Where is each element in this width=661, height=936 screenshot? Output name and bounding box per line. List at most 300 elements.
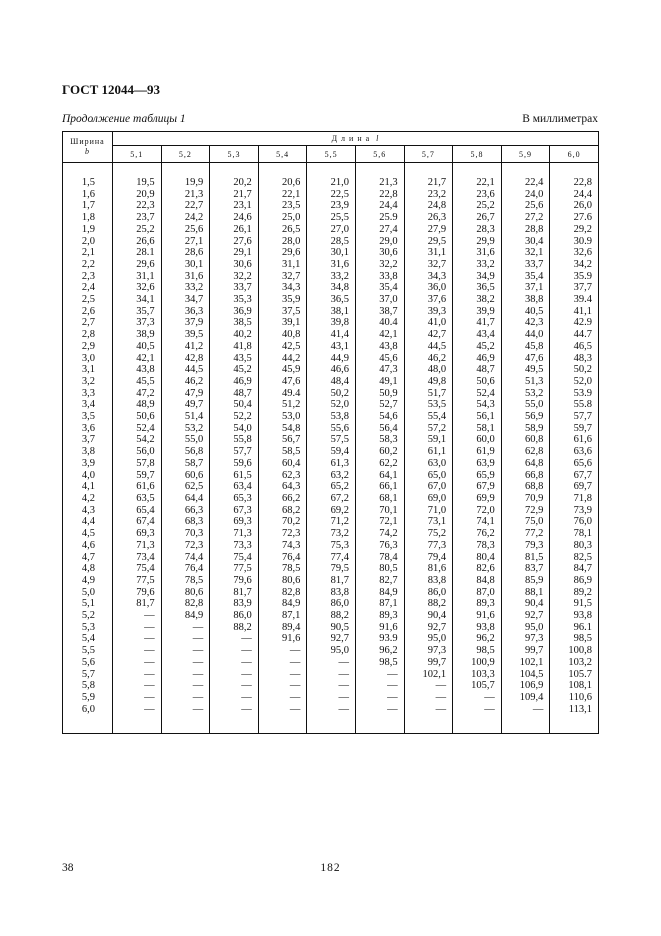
length-value-cell: 47,9: [161, 388, 210, 400]
width-cell: 5,5: [63, 645, 113, 657]
length-value-cell: 29,6: [258, 247, 307, 259]
length-value-cell: 82,5: [550, 552, 599, 564]
length-value-cell: 41,0: [404, 317, 453, 329]
length-value-cell: —: [210, 704, 259, 716]
length-value-cell: 24,2: [161, 212, 210, 224]
table-row: [63, 446, 599, 458]
spacer-cell: [355, 163, 404, 178]
length-value-cell: —: [113, 669, 162, 681]
length-value-cell: 21,0: [307, 177, 356, 189]
length-value-cell: 79,3: [501, 540, 550, 552]
length-value-cell: 21,3: [161, 189, 210, 201]
length-value-cell: 46,6: [307, 364, 356, 376]
length-value-cell: 99,7: [501, 645, 550, 657]
length-value-cell: 75,0: [501, 516, 550, 528]
length-value-cell: 70,9: [501, 493, 550, 505]
width-cell: 5,4: [63, 633, 113, 645]
length-value-cell: 55,8: [210, 434, 259, 446]
width-cell: 3,6: [63, 423, 113, 435]
length-value-cell: 22,8: [550, 177, 599, 189]
length-value-cell: 86,0: [307, 598, 356, 610]
length-value-cell: 25,5: [307, 212, 356, 224]
length-value-cell: 30,1: [161, 259, 210, 271]
length-value-cell: 42,1: [355, 329, 404, 341]
length-value-cell: —: [113, 610, 162, 622]
length-value-cell: 49,1: [355, 376, 404, 388]
length-value-cell: 29,0: [355, 236, 404, 248]
length-value-cell: 76,4: [161, 563, 210, 575]
length-value-cell: —: [113, 622, 162, 634]
length-value-cell: 73,2: [307, 528, 356, 540]
length-value-cell: 73,3: [210, 540, 259, 552]
width-cell: 5,6: [63, 657, 113, 669]
table-spacer-row: [63, 163, 599, 178]
length-value-cell: 76,4: [258, 552, 307, 564]
length-value-cell: 72,3: [258, 528, 307, 540]
width-cell: 2,2: [63, 259, 113, 271]
length-value-cell: 92,7: [404, 622, 453, 634]
length-value-cell: 71,0: [404, 505, 453, 517]
length-value-cell: 36,5: [453, 282, 502, 294]
width-cell: 3,9: [63, 458, 113, 470]
length-value-cell: 36,9: [210, 306, 259, 318]
length-value-cell: 39,8: [307, 317, 356, 329]
table-row: [63, 364, 599, 376]
length-value-cell: 77,5: [210, 563, 259, 575]
length-value-cell: 74,2: [355, 528, 404, 540]
length-value-cell: 89,2: [550, 587, 599, 599]
length-value-cell: 46,9: [210, 376, 259, 388]
length-value-cell: 69,2: [307, 505, 356, 517]
length-value-cell: 58,7: [161, 458, 210, 470]
length-value-cell: 45,5: [113, 376, 162, 388]
length-value-cell: 24,8: [404, 200, 453, 212]
length-value-cell: 65,3: [210, 493, 259, 505]
length-value-cell: 67,7: [550, 470, 599, 482]
length-value-cell: 35.9: [550, 271, 599, 283]
length-value-cell: 25.9: [355, 212, 404, 224]
length-value-cell: 88,2: [404, 598, 453, 610]
length-value-cell: 60,6: [161, 470, 210, 482]
length-value-cell: —: [355, 669, 404, 681]
length-value-cell: 38,2: [453, 294, 502, 306]
length-value-cell: 67,2: [307, 493, 356, 505]
length-value-cell: —: [210, 657, 259, 669]
length-value-cell: 100,8: [550, 645, 599, 657]
width-cell: 4,1: [63, 481, 113, 493]
table-row: [63, 224, 599, 236]
length-value-cell: 86,0: [210, 610, 259, 622]
width-cell: 1,9: [63, 224, 113, 236]
length-value-cell: 77,3: [404, 540, 453, 552]
length-value-cell: 56,0: [113, 446, 162, 458]
length-value-cell: 89,4: [258, 622, 307, 634]
length-value-cell: 53.9: [550, 388, 599, 400]
length-value-cell: 66,2: [258, 493, 307, 505]
length-value-cell: 66,1: [355, 481, 404, 493]
table-row: [63, 236, 599, 248]
length-value-cell: 39,5: [161, 329, 210, 341]
length-value-cell: 45,9: [258, 364, 307, 376]
length-value-cell: 103,2: [550, 657, 599, 669]
length-value-cell: 32,2: [210, 271, 259, 283]
length-value-cell: 79,6: [113, 587, 162, 599]
length-value-cell: 80,6: [258, 575, 307, 587]
table-row: [63, 493, 599, 505]
width-cell: 2,3: [63, 271, 113, 283]
width-cell: 5,1: [63, 598, 113, 610]
length-value-cell: 88,2: [307, 610, 356, 622]
length-value-cell: 56,1: [453, 411, 502, 423]
length-value-cell: 90,4: [501, 598, 550, 610]
length-value-cell: 61,9: [453, 446, 502, 458]
table-row: [63, 411, 599, 423]
length-value-cell: 103,3: [453, 669, 502, 681]
width-cell: 5,0: [63, 587, 113, 599]
length-value-cell: 53,8: [307, 411, 356, 423]
length-column-header: 5,2: [161, 146, 210, 163]
length-value-cell: 92,7: [501, 610, 550, 622]
length-value-cell: 35,9: [258, 294, 307, 306]
length-value-cell: 68,1: [355, 493, 404, 505]
length-value-cell: 91,6: [258, 633, 307, 645]
table-row: [63, 259, 599, 271]
length-column-header: 5,1: [113, 146, 162, 163]
length-value-cell: 28,0: [258, 236, 307, 248]
length-value-cell: 37,1: [501, 282, 550, 294]
length-value-cell: 25,0: [258, 212, 307, 224]
length-value-cell: 48,3: [550, 353, 599, 365]
length-value-cell: 110,6: [550, 692, 599, 704]
width-cell: 3,0: [63, 353, 113, 365]
width-cell: 6,0: [63, 704, 113, 716]
length-value-cell: 56,9: [501, 411, 550, 423]
width-cell: 3,1: [63, 364, 113, 376]
length-value-cell: 53,0: [258, 411, 307, 423]
table-row: [63, 505, 599, 517]
length-value-cell: 79,6: [210, 575, 259, 587]
length-value-cell: 48,7: [453, 364, 502, 376]
length-value-cell: 65,6: [550, 458, 599, 470]
length-value-cell: 34,7: [161, 294, 210, 306]
length-value-cell: 71,3: [113, 540, 162, 552]
length-value-cell: 31,1: [113, 271, 162, 283]
length-value-cell: 72,3: [161, 540, 210, 552]
spacer-cell: [307, 715, 356, 734]
width-cell: 4,0: [63, 470, 113, 482]
length-value-cell: 58,3: [355, 434, 404, 446]
width-cell: 2,6: [63, 306, 113, 318]
length-column-header: 5,5: [307, 146, 356, 163]
length-value-cell: 44,9: [307, 353, 356, 365]
length-value-cell: 81,5: [501, 552, 550, 564]
length-value-cell: 64,1: [355, 470, 404, 482]
length-value-cell: 52,0: [550, 376, 599, 388]
width-cell: 1,8: [63, 212, 113, 224]
width-cell: 4,3: [63, 505, 113, 517]
length-value-cell: 83,8: [307, 587, 356, 599]
width-cell: 5,8: [63, 680, 113, 692]
table-row: [63, 622, 599, 634]
spacer-cell: [404, 163, 453, 178]
length-value-cell: 35,4: [355, 282, 404, 294]
length-value-cell: 65,0: [404, 470, 453, 482]
table-row: [63, 680, 599, 692]
length-value-cell: 78,3: [453, 540, 502, 552]
width-cell: 1,6: [63, 189, 113, 201]
length-value-cell: 41,4: [307, 329, 356, 341]
length-value-cell: 91,6: [355, 622, 404, 634]
table-row: [63, 306, 599, 318]
length-value-cell: —: [355, 680, 404, 692]
length-value-cell: 23,5: [258, 200, 307, 212]
length-value-cell: —: [113, 657, 162, 669]
length-value-cell: 58,1: [453, 423, 502, 435]
length-value-cell: 49,7: [161, 399, 210, 411]
length-value-cell: 37,3: [113, 317, 162, 329]
length-value-cell: 75,3: [307, 540, 356, 552]
length-value-cell: 64,3: [258, 481, 307, 493]
width-cell: 2,7: [63, 317, 113, 329]
length-value-cell: 45,8: [501, 341, 550, 353]
length-value-cell: —: [404, 704, 453, 716]
spacer-cell: [63, 715, 113, 734]
spacer-cell: [404, 715, 453, 734]
table-continuation-caption: Продолжение таблицы 1: [62, 113, 186, 125]
length-value-cell: 33,8: [355, 271, 404, 283]
length-value-cell: 62,8: [501, 446, 550, 458]
length-value-cell: 85,9: [501, 575, 550, 587]
length-value-cell: 32,6: [550, 247, 599, 259]
length-value-cell: 67,3: [210, 505, 259, 517]
length-value-cell: 53,5: [404, 399, 453, 411]
length-value-cell: 83,7: [501, 563, 550, 575]
width-cell: 3,5: [63, 411, 113, 423]
length-value-cell: —: [210, 669, 259, 681]
length-value-cell: 98,5: [453, 645, 502, 657]
table-row: [63, 177, 599, 189]
length-value-cell: 52,2: [210, 411, 259, 423]
length-value-cell: 79,5: [307, 563, 356, 575]
length-value-cell: 21,7: [404, 177, 453, 189]
length-symbol: l: [376, 134, 380, 143]
table-row: [63, 552, 599, 564]
length-value-cell: 27,6: [210, 236, 259, 248]
length-value-cell: 40,5: [501, 306, 550, 318]
length-value-cell: 98,5: [550, 633, 599, 645]
table-row: [63, 528, 599, 540]
length-value-cell: —: [453, 704, 502, 716]
length-value-cell: 31,1: [258, 259, 307, 271]
length-value-cell: 39,1: [258, 317, 307, 329]
length-value-cell: 61,1: [404, 446, 453, 458]
table-row: [63, 271, 599, 283]
length-value-cell: 49,5: [501, 364, 550, 376]
length-value-cell: 28.1: [113, 247, 162, 259]
length-value-cell: 27,0: [307, 224, 356, 236]
length-value-cell: 52,4: [113, 423, 162, 435]
length-value-cell: —: [501, 704, 550, 716]
length-value-cell: 52,0: [307, 399, 356, 411]
width-cell: 5,2: [63, 610, 113, 622]
length-value-cell: 29,2: [550, 224, 599, 236]
length-value-cell: 44,5: [161, 364, 210, 376]
length-value-cell: 34,3: [258, 282, 307, 294]
length-value-cell: 42.9: [550, 317, 599, 329]
spacer-cell: [258, 715, 307, 734]
length-value-cell: 24,0: [501, 189, 550, 201]
length-value-cell: —: [355, 704, 404, 716]
length-value-cell: 70,1: [355, 505, 404, 517]
length-value-cell: —: [161, 692, 210, 704]
length-value-cell: 43,4: [453, 329, 502, 341]
length-value-cell: 84,8: [453, 575, 502, 587]
length-value-cell: 48,7: [210, 388, 259, 400]
length-value-cell: 31,6: [307, 259, 356, 271]
length-value-cell: 32,2: [355, 259, 404, 271]
length-value-cell: 33,7: [210, 282, 259, 294]
length-value-cell: 76,0: [550, 516, 599, 528]
length-value-cell: 22,8: [355, 189, 404, 201]
table-row: [63, 317, 599, 329]
length-value-cell: 62,5: [161, 481, 210, 493]
length-value-cell: 47,6: [258, 376, 307, 388]
length-value-cell: 65,9: [453, 470, 502, 482]
length-value-cell: 70,3: [161, 528, 210, 540]
length-value-cell: 38,5: [210, 317, 259, 329]
length-value-cell: 54,0: [210, 423, 259, 435]
length-value-cell: 55,0: [501, 399, 550, 411]
length-value-cell: —: [113, 692, 162, 704]
length-value-cell: 91,6: [453, 610, 502, 622]
length-value-cell: 88,2: [210, 622, 259, 634]
length-value-cell: 56,4: [355, 423, 404, 435]
length-value-cell: 46,2: [404, 353, 453, 365]
table-row: [63, 587, 599, 599]
length-value-cell: 66,8: [501, 470, 550, 482]
length-value-cell: 41,7: [453, 317, 502, 329]
length-value-cell: 61,5: [210, 470, 259, 482]
width-symbol: b: [85, 147, 90, 156]
length-value-cell: 99,7: [404, 657, 453, 669]
length-value-cell: 106,9: [501, 680, 550, 692]
length-value-cell: 27.6: [550, 212, 599, 224]
length-value-cell: 98,5: [355, 657, 404, 669]
table-row: [63, 633, 599, 645]
length-value-cell: 60,2: [355, 446, 404, 458]
length-value-cell: 71,8: [550, 493, 599, 505]
length-value-cell: 28,8: [501, 224, 550, 236]
length-value-cell: 43,8: [355, 341, 404, 353]
table-row: [63, 353, 599, 365]
length-value-cell: 22,1: [258, 189, 307, 201]
table-bottom-row: [63, 715, 599, 734]
length-value-cell: 40,5: [113, 341, 162, 353]
length-value-cell: 20,6: [258, 177, 307, 189]
table-row: [63, 294, 599, 306]
length-value-cell: 77,4: [307, 552, 356, 564]
length-value-cell: 50,6: [453, 376, 502, 388]
length-value-cell: 49,8: [404, 376, 453, 388]
length-value-cell: 51,7: [404, 388, 453, 400]
width-cell: 2,8: [63, 329, 113, 341]
length-value-cell: 59,7: [113, 470, 162, 482]
length-value-cell: 52,7: [355, 399, 404, 411]
length-value-cell: 82,8: [161, 598, 210, 610]
length-value-cell: 23,2: [404, 189, 453, 201]
table-row: [63, 212, 599, 224]
spacer-cell: [307, 163, 356, 178]
length-value-cell: 77,5: [113, 575, 162, 587]
length-value-cell: —: [307, 692, 356, 704]
length-value-cell: 78,4: [355, 552, 404, 564]
length-value-cell: 36,3: [161, 306, 210, 318]
length-value-cell: 64,4: [161, 493, 210, 505]
length-value-cell: 20,2: [210, 177, 259, 189]
spacer-cell: [210, 715, 259, 734]
spacer-cell: [453, 715, 502, 734]
table-row: [63, 470, 599, 482]
length-value-cell: 55,4: [404, 411, 453, 423]
length-value-cell: 28,3: [453, 224, 502, 236]
width-cell: 2,9: [63, 341, 113, 353]
table-row: [63, 399, 599, 411]
length-value-cell: 38,1: [307, 306, 356, 318]
spacer-cell: [258, 163, 307, 178]
spacer-cell: [210, 163, 259, 178]
length-value-cell: 68,8: [501, 481, 550, 493]
spacer-cell: [355, 715, 404, 734]
length-value-cell: —: [307, 704, 356, 716]
length-value-cell: 88,1: [501, 587, 550, 599]
length-value-cell: 83,8: [404, 575, 453, 587]
length-value-cell: 74,4: [161, 552, 210, 564]
table-row: [63, 669, 599, 681]
length-value-cell: 75,2: [404, 528, 453, 540]
length-value-cell: 109,4: [501, 692, 550, 704]
length-value-cell: —: [161, 680, 210, 692]
table-row: [63, 575, 599, 587]
length-value-cell: 113,1: [550, 704, 599, 716]
length-value-cell: 22,1: [453, 177, 502, 189]
length-value-cell: —: [161, 704, 210, 716]
length-value-cell: 31,6: [453, 247, 502, 259]
length-value-cell: 57,7: [210, 446, 259, 458]
length-value-cell: 70,2: [258, 516, 307, 528]
length-value-cell: 47,2: [113, 388, 162, 400]
width-cell: 3,2: [63, 376, 113, 388]
length-value-cell: 57,5: [307, 434, 356, 446]
table-row: [63, 282, 599, 294]
length-value-cell: —: [258, 657, 307, 669]
width-cell: 4,5: [63, 528, 113, 540]
length-value-cell: —: [307, 669, 356, 681]
length-value-cell: 25,2: [113, 224, 162, 236]
length-column-header: 5,7: [404, 146, 453, 163]
length-value-cell: 55.8: [550, 399, 599, 411]
length-value-cell: 34,2: [550, 259, 599, 271]
length-value-cell: 26,1: [210, 224, 259, 236]
length-column-header: 5,3: [210, 146, 259, 163]
length-value-cell: 108,1: [550, 680, 599, 692]
length-value-cell: 41,2: [161, 341, 210, 353]
length-value-cell: —: [258, 680, 307, 692]
length-value-cell: —: [404, 680, 453, 692]
length-value-cell: —: [161, 622, 210, 634]
table-row: [63, 200, 599, 212]
length-value-cell: 59,7: [550, 423, 599, 435]
length-value-cell: 65,4: [113, 505, 162, 517]
